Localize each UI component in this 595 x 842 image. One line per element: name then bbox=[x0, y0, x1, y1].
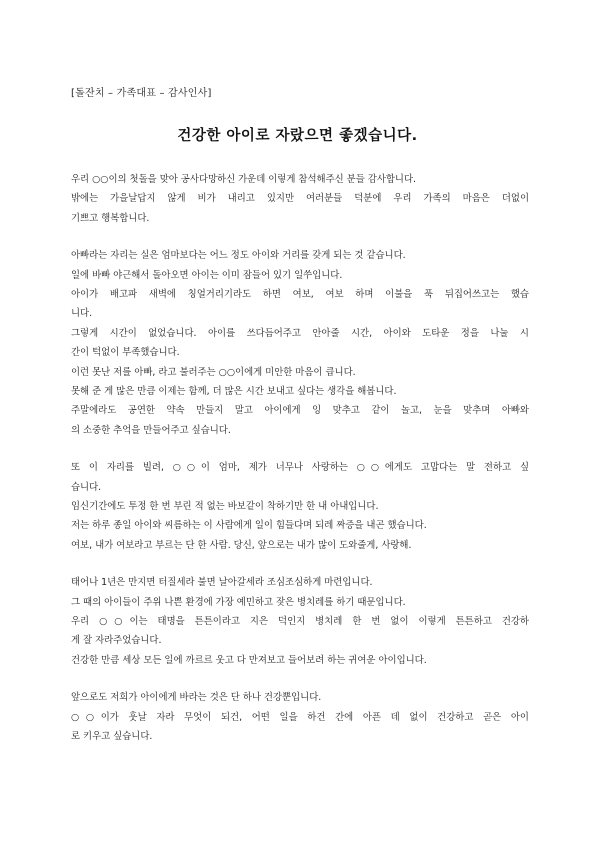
document-tag: [돌잔치 – 가족대표 – 감사인사] bbox=[71, 88, 212, 99]
text-line: 건강한 만큼 세상 모든 일에 까르르 웃고 다 만져보고 들어보려 하는 귀여운 아이입니다. bbox=[71, 654, 427, 666]
paragraph bbox=[71, 688, 529, 746]
text-line: 게 잘 자라주었습니다. bbox=[71, 635, 162, 647]
text-line: 아빠라는 자리는 실은 엄마보다는 어느 정도 아이와 거리를 갖게 되는 것 같습니다. bbox=[71, 250, 406, 262]
text-line: 또 이 자리를 빌려, ○○이 엄마, 제가 너무나 사랑하는 ○○에게도 고맙다는 말 전하고 싶 bbox=[71, 462, 529, 474]
text-line: 기쁘고 행복합니다. bbox=[71, 212, 150, 224]
text-line: 일에 바빠 야근해서 돌아오면 아이는 이미 잠들어 있기 일쑤입니다. bbox=[71, 269, 343, 281]
paragraph bbox=[71, 573, 529, 670]
text-line: 우리 ○○이는 태명을 튼튼이라고 지은 덕인지 병치레 한 번 없이 이렇게 튼튼하고 건강하 bbox=[71, 616, 529, 628]
text-line: 간이 턱없이 부족했습니다. bbox=[71, 347, 180, 359]
paragraph bbox=[71, 170, 529, 228]
text-line: ○○이가 훗날 자라 무엇이 되건, 어떤 일을 하건 간에 아픈 데 없이 건강하고 곧은 아이 bbox=[71, 711, 529, 723]
text-line: 의 소중한 추억을 만들어주고 싶습니다. bbox=[71, 424, 231, 436]
paragraph bbox=[71, 246, 529, 440]
text-line: 앞으로도 저희가 아이에게 바라는 것은 단 하나 건강뿐입니다. bbox=[71, 692, 322, 704]
document-body bbox=[71, 170, 529, 764]
text-line: 주말에라도 공연한 약속 만들지 말고 아이에게 잉 맞추고 같이 놀고, 눈을 맞추며 아빠와 bbox=[71, 405, 529, 417]
text-line: 태어나 1년은 만지면 터질세라 불면 날아갈세라 조심조심하게 마련입니다. bbox=[71, 577, 373, 589]
text-line: 습니다. bbox=[71, 481, 102, 493]
text-line: 니다. bbox=[71, 308, 93, 320]
text-line: 이런 못난 저를 아빠, 라고 불러주는 ○○이에게 미안한 마음이 큽니다. bbox=[71, 366, 356, 378]
text-line: 밖에는 가을날답지 않게 비가 내리고 있지만 여러분들 덕분에 우리 가족의 마음은 더없이 bbox=[71, 193, 529, 205]
text-line: 로 키우고 싶습니다. bbox=[71, 731, 153, 743]
text-line: 저는 하루 종일 아이와 씨름하는 이 사람에게 일이 힘들다며 되레 짜증을 내곤 했습니다. bbox=[71, 520, 427, 532]
text-line: 그렇게 시간이 없었습니다. 아이를 쓰다듬어주고 안아줄 시간, 아이와 도타운 정을 나눌 시 bbox=[71, 327, 529, 339]
text-line: 아이가 배고파 새벽에 칭얼거리기라도 하면 여보, 여보 하며 이불을 푹 뒤집어쓰고는 했습 bbox=[71, 289, 529, 301]
text-line: 못해 준 게 많은 만큼 이제는 함께, 더 많은 시간 보내고 싶다는 생각을 해봅니다. bbox=[71, 386, 397, 398]
text-line: 여보, 내가 여보라고 부르는 단 한 사람. 당신, 앞으로는 내가 많이 도와줄게, 사랑해. bbox=[71, 539, 412, 551]
text-line: 임신기간에도 투정 한 번 부린 적 없는 바보같이 착하기만 한 내 아내입니다. bbox=[71, 501, 379, 513]
paragraph bbox=[71, 458, 529, 555]
page-title: 건강한 아이로 자랐으면 좋겠습니다. bbox=[177, 128, 418, 144]
text-line: 그 때의 아이들이 주위 나쁜 환경에 가장 예민하고 잦은 병치레를 하기 때문입니다. bbox=[71, 596, 406, 608]
text-line: 우리 ○○이의 첫돌을 맞아 공사다망하신 가운데 이렇게 참석해주신 분들 감사합니다. bbox=[71, 174, 417, 185]
